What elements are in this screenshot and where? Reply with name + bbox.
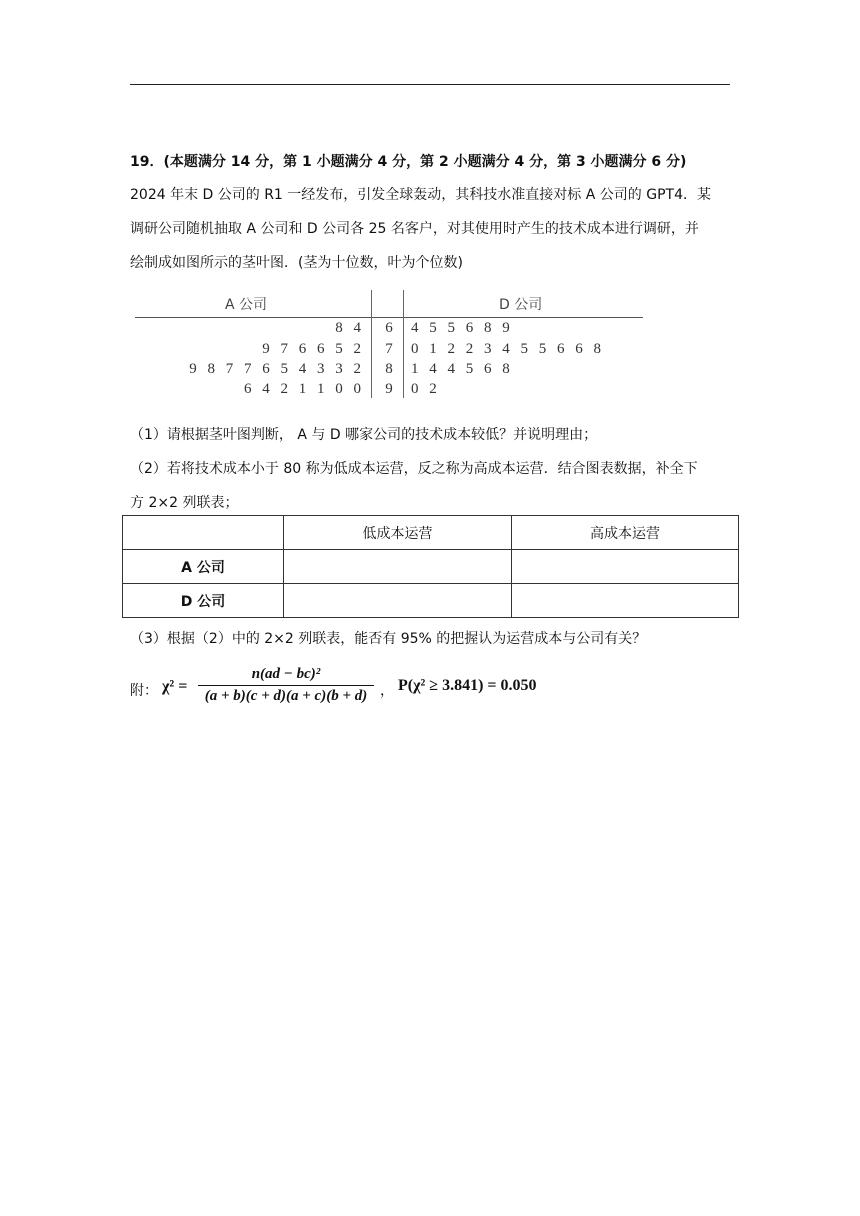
d-leaves-row-7: 0 1 2 2 3 4 5 5 6 6 8 [411, 341, 601, 357]
chi-square-fraction [198, 666, 374, 705]
stem-divider-right [403, 290, 404, 398]
table-cell-a-high[interactable] [512, 550, 739, 584]
question-intro [130, 184, 732, 286]
part-1: （1）请根据茎叶图判断， A 与 D 哪家公司的技术成本较低？并说明理由； [130, 427, 598, 443]
stem-9: 9 [385, 381, 393, 397]
stem-6: 6 [385, 320, 393, 336]
a-leaves-row-6: 8 4 [335, 320, 361, 336]
intro-line-3: 绘制成如图所示的茎叶图．(茎为十位数，叶为个位数) [130, 255, 463, 271]
part-2-line-1: （2）若将技术成本小于 80 称为低成本运营，反之称为高成本运营．结合图表数据，补全下 [130, 461, 698, 477]
part-2-line-2: 方 2×2 列联表； [130, 495, 239, 511]
a-leaves-row-8: 9 8 7 7 6 5 4 3 3 2 [189, 361, 361, 377]
stem-header-rule [135, 317, 643, 318]
stem-7: 7 [385, 341, 393, 357]
table-cell-a-low[interactable] [284, 550, 512, 584]
stem-8: 8 [385, 361, 393, 377]
table-row-d [123, 584, 739, 618]
intro-line-1: 2024 年末 D 公司的 R1 一经发布，引发全球轰动，其科技水准直接对标 A 公司的 GPT4．某 [130, 187, 711, 203]
appendix-label: 附： [130, 683, 158, 699]
fraction-numerator: n(ad − bc)² [251, 666, 321, 682]
fraction-denominator: (a + b)(c + d)(a + c)(b + d) [204, 688, 368, 704]
table-cell-d-low[interactable] [284, 584, 512, 618]
formula-comma: ， [380, 683, 394, 699]
stem-header-d: D 公司 [499, 297, 543, 313]
critical-value-probability: P(χ² ≥ 3.841) = 0.050 [398, 677, 537, 694]
header-rule [130, 84, 730, 85]
table-header-row [123, 516, 739, 550]
stem-divider-left [371, 290, 372, 398]
table-row-label-d: D 公司 [123, 584, 284, 618]
d-leaves-row-9: 0 2 [411, 381, 437, 397]
stem-leaf-plot [135, 290, 645, 400]
question-title: 19．(本题满分 14 分，第 1 小题满分 4 分，第 2 小题满分 4 分，第 3 小题满分 6 分) [130, 154, 687, 170]
table-header-high: 高成本运营 [512, 516, 739, 550]
a-leaves-row-9: 6 4 2 1 1 0 0 [244, 381, 361, 397]
table-header-low: 低成本运营 [284, 516, 512, 550]
table-cell-d-high[interactable] [512, 584, 739, 618]
contingency-table [122, 515, 739, 618]
table-corner-cell [123, 516, 284, 550]
d-leaves-row-8: 1 4 4 5 6 8 [411, 361, 510, 377]
table-row-label-a: A 公司 [123, 550, 284, 584]
chi-square-symbol: χ² = [162, 678, 188, 695]
intro-line-2: 调研公司随机抽取 A 公司和 D 公司各 25 名客户，对其使用时产生的技术成本进行调研，并 [130, 221, 699, 237]
part-3: （3）根据（2）中的 2×2 列联表，能否有 95% 的把握认为运营成本与公司有关？ [130, 631, 647, 647]
d-leaves-row-6: 4 5 5 6 8 9 [411, 320, 510, 336]
a-leaves-row-7: 9 7 6 6 5 2 [262, 341, 361, 357]
table-row-a [123, 550, 739, 584]
stem-header-a: A 公司 [225, 297, 268, 313]
